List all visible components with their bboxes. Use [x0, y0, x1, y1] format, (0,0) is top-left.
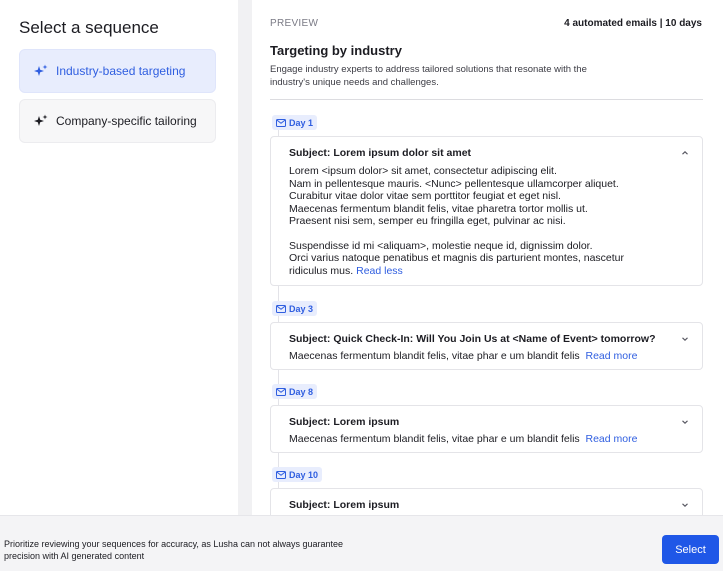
read-more-link[interactable]: Read more: [585, 350, 638, 362]
panel-gutter: [238, 0, 252, 515]
email-subject: Subject: Lorem ipsum: [289, 416, 400, 428]
ai-disclaimer: Prioritize reviewing your sequences for accuracy, as Lusha can not always guarantee precision with AI generated content: [4, 539, 344, 561]
sequence-item-company-specific[interactable]: [19, 99, 216, 143]
preview-title: Targeting by industry: [270, 43, 402, 58]
chevron-down-icon[interactable]: [680, 500, 690, 510]
read-less-link[interactable]: Read less: [356, 264, 403, 277]
day-badge: [272, 301, 317, 316]
day-badge: [272, 467, 322, 482]
email-body-paragraph: Lorem <ipsum dolor> sit amet, consectetur adipiscing elit. Nam in pellentesque mauris. <Nunc> pellentesque ullamcorper aliquet. Curabitur vitae dolor vitae sem porttitor feugiat et eget nisl. Maecenas fermentum blandit felis, vitae pharetra tortor mollis ut. Praesent nisi sem, semper eu fringilla eget, pulvinar ac nisi.: [289, 165, 619, 227]
sequence-sidebar: [0, 0, 238, 515]
preview-label: PREVIEW: [270, 18, 319, 29]
sequence-item-label: Industry-based targeting: [56, 64, 186, 78]
sidebar-title: Select a sequence: [19, 18, 159, 37]
day-label: Day 1: [289, 117, 314, 128]
mail-icon: [276, 305, 286, 313]
mail-icon: [276, 388, 286, 396]
sequence-item-label: Company-specific tailoring: [56, 114, 197, 128]
day-label: Day 3: [289, 303, 314, 314]
preview-description: Engage industry experts to address tailored solutions that resonate with the industry's unique needs and challenges.: [270, 64, 587, 88]
chevron-up-icon[interactable]: [680, 148, 690, 158]
chevron-down-icon[interactable]: [680, 417, 690, 427]
preview-panel[interactable]: [252, 0, 723, 515]
day-badge: [272, 384, 317, 399]
email-body-paragraph: Suspendisse id mi <aliquam>, molestie neque id, dignissim dolor. Orci varius natoque penatibus et magnis dis parturient montes, nascetur ridiculus mus. Read less: [289, 239, 625, 277]
mail-icon: [276, 471, 286, 479]
sequence-item-industry-based[interactable]: [19, 49, 216, 93]
day-label: Day 8: [289, 386, 314, 397]
email-card[interactable]: [270, 322, 703, 370]
divider: [270, 99, 703, 100]
email-card[interactable]: [270, 405, 703, 453]
email-card: [270, 136, 703, 286]
email-subject: Subject: Quick Check-In: Will You Join Us at <Name of Event> tomorrow?: [289, 333, 656, 345]
email-subject: Subject: Lorem ipsum dolor sit amet: [289, 147, 472, 159]
sparkle-icon: [34, 114, 48, 128]
select-button[interactable]: Select: [662, 535, 719, 564]
read-more-link[interactable]: Read more: [585, 433, 638, 445]
email-body: [289, 165, 669, 277]
day-label: Day 10: [289, 469, 319, 480]
email-snippet: Maecenas fermentum blandit felis, vitae phar e um blandit felis Read more: [289, 350, 638, 362]
email-card[interactable]: [270, 488, 703, 515]
sequence-summary: 4 automated emails | 10 days: [564, 18, 702, 29]
mail-icon: [276, 119, 286, 127]
email-snippet: Maecenas fermentum blandit felis, vitae phar e um blandit felis Read more: [289, 433, 638, 445]
chevron-down-icon[interactable]: [680, 334, 690, 344]
email-subject: Subject: Lorem ipsum: [289, 499, 400, 511]
footer-bar: [0, 515, 723, 571]
day-badge: [272, 115, 317, 130]
sparkle-icon: [34, 64, 48, 78]
